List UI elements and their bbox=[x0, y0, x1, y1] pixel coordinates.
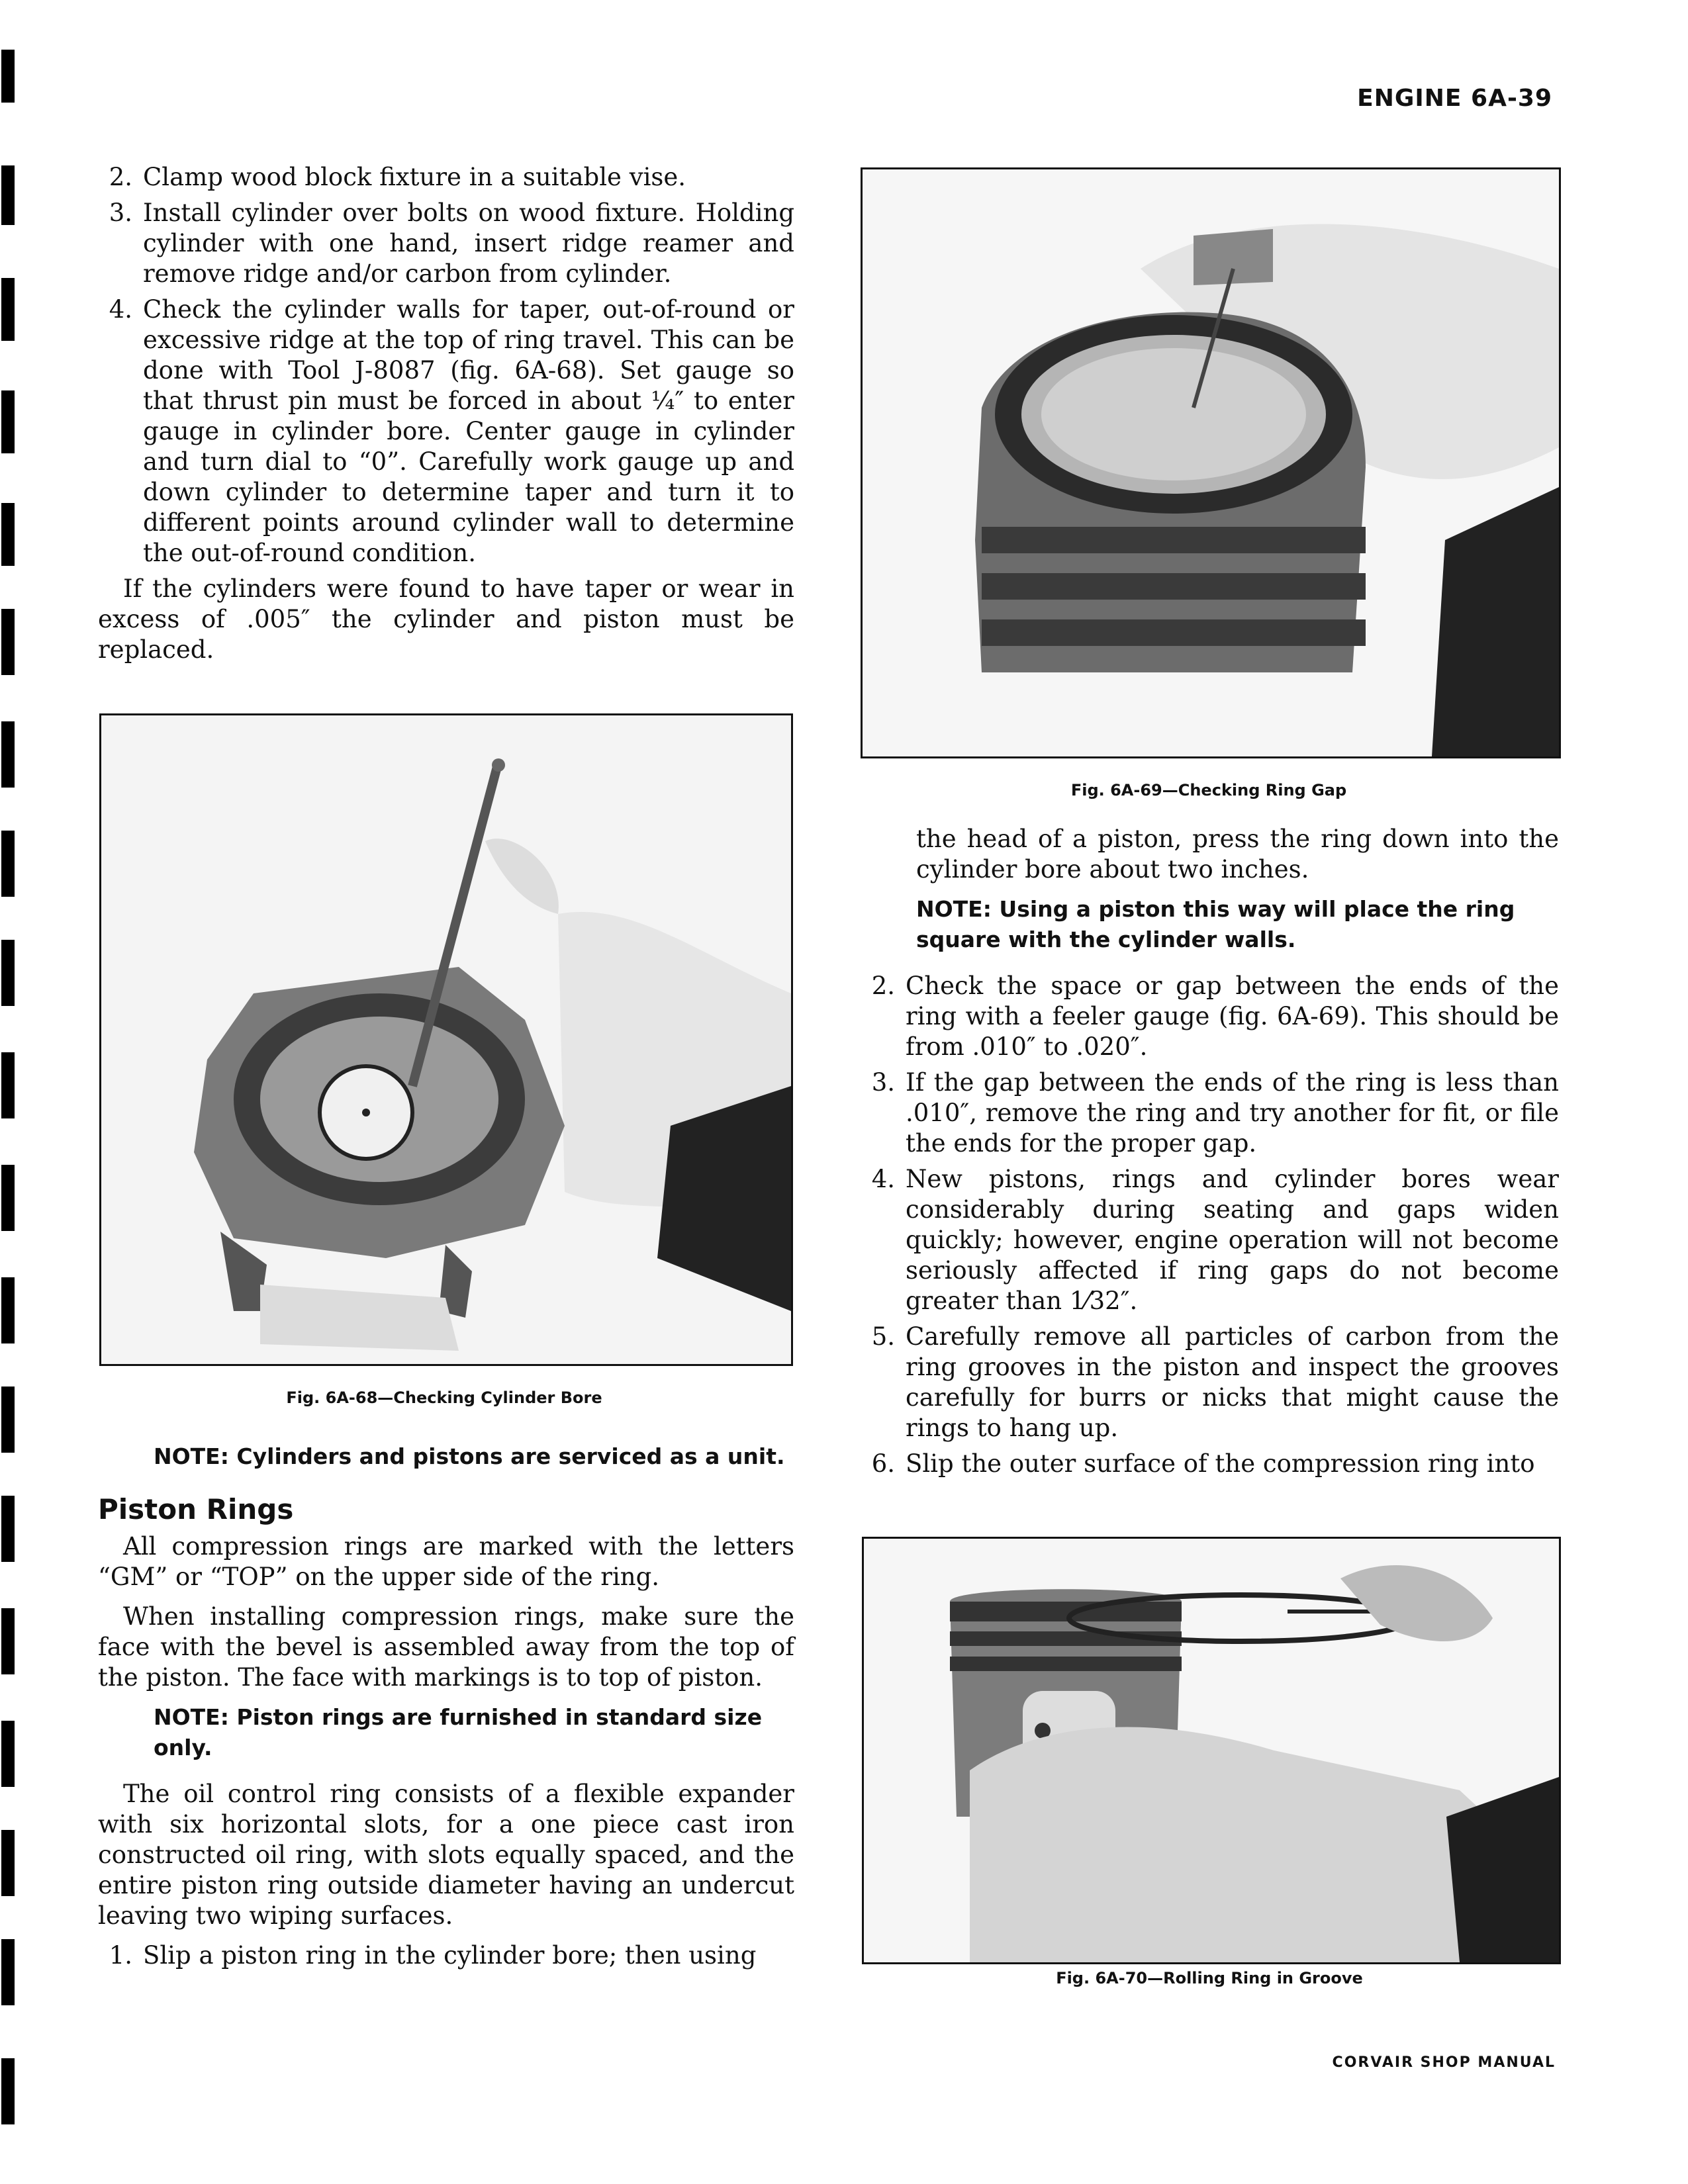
figure-6a-70-caption: Fig. 6A-70—Rolling Ring in Groove bbox=[1056, 1969, 1363, 1987]
cylinder-bore-gauge-illustration bbox=[101, 715, 791, 1364]
binder-mark bbox=[1, 1608, 15, 1674]
list-item bbox=[861, 971, 1559, 1062]
binder-mark bbox=[1, 1387, 15, 1453]
figure-6a-69-caption: Fig. 6A-69—Checking Ring Gap bbox=[1070, 781, 1347, 799]
item-number: 2. bbox=[871, 972, 895, 1000]
item-text: Slip a piston ring in the cylinder bore; then using bbox=[143, 1941, 757, 1970]
list-item bbox=[861, 1449, 1559, 1479]
left-column-top bbox=[98, 162, 794, 674]
binder-mark bbox=[1, 609, 15, 675]
item-text: Slip the outer surface of the compression ring into bbox=[906, 1449, 1535, 1478]
binder-mark bbox=[1, 50, 15, 103]
item-text: New pistons, rings and cylinder bores wear considerably during seating and gaps widen quickly; however, engine operation will not become seriously affected if ring gaps do not become greater than 1⁄32″. bbox=[906, 1165, 1559, 1315]
item-text: Carefully remove all particles of carbon from the ring grooves in the piston and inspect the grooves carefully for burrs or nicks that might cause the rings to hang up. bbox=[906, 1322, 1559, 1442]
heading-piston-rings: Piston Rings bbox=[98, 1493, 294, 1525]
list-item bbox=[98, 198, 794, 289]
item-number: 4. bbox=[109, 295, 132, 324]
paragraph-rings-install: When installing compression rings, make sure the face with the bevel is assembled away from the top of the piston. The face with markings is to top of piston. bbox=[98, 1602, 794, 1692]
figure-6a-70-photo bbox=[862, 1537, 1561, 1964]
item-number: 4. bbox=[871, 1165, 895, 1193]
right-column bbox=[861, 824, 1559, 1484]
binder-mark bbox=[1, 1165, 15, 1231]
item-number: 3. bbox=[871, 1068, 895, 1097]
note-standard-size: NOTE: Piston rings are furnished in standard size only. bbox=[154, 1704, 763, 1760]
item-number: 3. bbox=[109, 199, 132, 227]
item-number: 5. bbox=[871, 1322, 895, 1351]
binder-marks bbox=[0, 0, 26, 2184]
binder-mark bbox=[1, 1277, 15, 1343]
list-item bbox=[861, 1068, 1559, 1159]
binder-mark bbox=[1, 503, 15, 566]
figure-6a-68-photo bbox=[99, 713, 793, 1366]
binder-mark bbox=[1, 721, 15, 788]
binder-mark bbox=[1, 1830, 15, 1896]
page-header: ENGINE 6A-39 bbox=[1357, 85, 1552, 112]
binder-mark bbox=[1, 1052, 15, 1118]
paragraph-oil-ring: The oil control ring consists of a flexible expander with six horizontal slots, for a one piece cast iron constructed oil ring, with slots equally spaced, and the entire piston ring outside diameter having an undercut leaving two wiping surfaces. bbox=[98, 1780, 794, 1930]
figure-6a-69-photo bbox=[861, 167, 1561, 758]
note-cylinders: NOTE: Cylinders and pistons are serviced as a unit. bbox=[154, 1443, 785, 1469]
binder-mark bbox=[1, 390, 15, 453]
binder-mark bbox=[1, 1496, 15, 1562]
list-item bbox=[98, 162, 794, 193]
binder-mark bbox=[1, 278, 15, 341]
list-item bbox=[98, 1940, 794, 1971]
binder-mark bbox=[1, 2058, 15, 2124]
item-text: If the gap between the ends of the ring is less than .010″, remove the ring and try another for fit, or file the ends for the proper gap. bbox=[906, 1068, 1559, 1158]
binder-mark bbox=[1, 831, 15, 897]
list-item bbox=[861, 1322, 1559, 1443]
page-footer: CORVAIR SHOP MANUAL bbox=[1332, 2054, 1556, 2071]
binder-mark bbox=[1, 1721, 15, 1787]
binder-mark bbox=[1, 940, 15, 1006]
item-text: Check the space or gap between the ends of the ring with a feeler gauge (fig. 6A-69). This should be from .010″ to .020″. bbox=[906, 972, 1559, 1061]
item-number: 6. bbox=[871, 1449, 895, 1478]
figure-6a-68-caption: Fig. 6A-68—Checking Cylinder Bore bbox=[286, 1388, 602, 1407]
item-text: Clamp wood block fixture in a suitable vise. bbox=[143, 163, 686, 191]
binder-mark bbox=[1, 1939, 15, 2005]
list-item bbox=[861, 1164, 1559, 1316]
note-piston-square: NOTE: Using a piston this way will place the ring square with the cylinder walls. bbox=[916, 896, 1515, 952]
item-text: Install cylinder over bolts on wood fixture. Holding cylinder with one hand, insert ridge reamer and remove ridge and/or carbon from cylinder. bbox=[143, 199, 794, 288]
ring-gap-check-illustration bbox=[863, 169, 1559, 756]
rolling-ring-illustration bbox=[864, 1539, 1559, 1962]
paragraph-taper: If the cylinders were found to have taper or wear in excess of .005″ the cylinder and piston must be replaced. bbox=[98, 574, 794, 664]
paragraph-press-ring: the head of a piston, press the ring down into the cylinder bore about two inches. bbox=[916, 825, 1559, 884]
item-number: 2. bbox=[109, 163, 132, 191]
left-column-bottom bbox=[98, 1436, 794, 1976]
item-number: 1. bbox=[109, 1941, 132, 1970]
list-item bbox=[98, 295, 794, 569]
binder-mark bbox=[1, 165, 15, 225]
item-text: Check the cylinder walls for taper, out-of-round or excessive ridge at the top of ring travel. This can be done with Tool J-8087 (fig. 6A-68). Set gauge so that thrust pin must be forced in about ¼″ to enter gauge in cylinder bore. Center gauge in cylinder and turn dial to “0”. Carefully work gauge up and down cylinder to determine taper and turn it to different points around cylinder wall to determine the out-of-round condition. bbox=[143, 295, 794, 567]
paragraph-rings-marked: All compression rings are marked with the letters “GM” or “TOP” on the upper side of the ring. bbox=[98, 1532, 794, 1591]
